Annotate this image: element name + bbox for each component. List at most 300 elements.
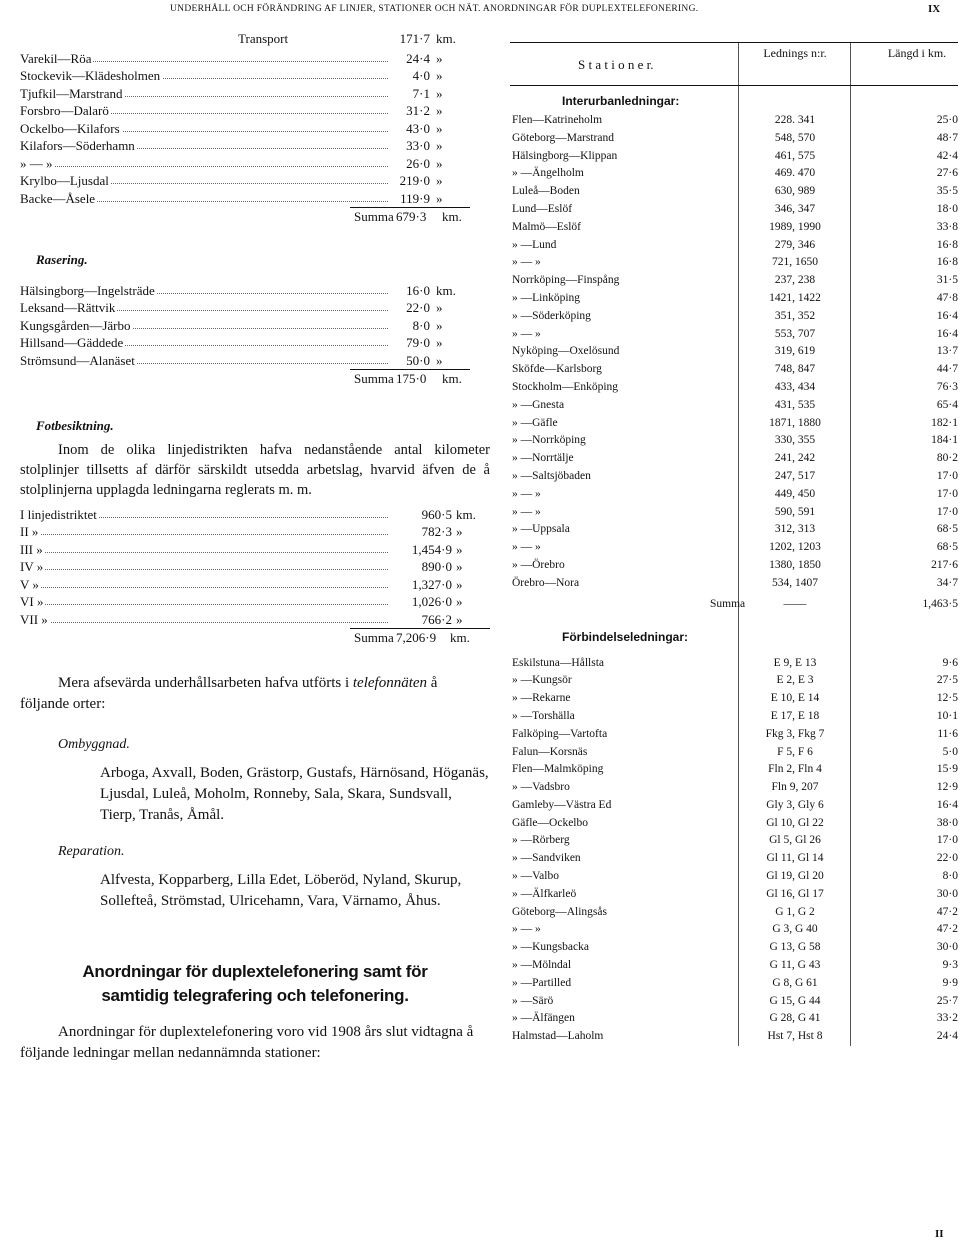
ledning-cell: Gl 19, Gl 20 [766, 870, 824, 883]
item-name: IV » [20, 559, 44, 574]
ledning-cell: 431, 535 [774, 398, 816, 411]
duplex-heading: Anordningar för duplextelefonering samt för samtidig telegrafering och telefonering. [82, 961, 428, 1005]
table-row [510, 254, 958, 272]
ledning-cell: Gl 11, Gl 14 [766, 852, 824, 865]
table-row [510, 130, 958, 148]
transport-label: Transport [238, 31, 289, 46]
summa-label: Summa [354, 630, 394, 645]
forbindelse-rows [510, 655, 958, 1047]
langd-cell: 35·5 [936, 185, 958, 198]
item-value: 24·4 [406, 50, 430, 66]
ombyggnad-paragraph: Arboga, Axvall, Boden, Grästorp, Gustafs, Härnösand, Höganäs, Ljusdal, Luleå, Moholm, Ronneby, Sala, Skara, Sundsvall, Tierp, Tranås, Åmål. [100, 764, 489, 823]
item-name: Krylbo—Ljusdal [20, 173, 109, 188]
station-cell: » —Söderköping [512, 309, 591, 322]
table-row [510, 326, 958, 344]
ledning-cell: G 11, G 43 [769, 959, 821, 972]
item-unit: » [436, 155, 443, 171]
langd-cell: 31·5 [936, 274, 958, 287]
table-row [510, 779, 958, 797]
table-row [510, 486, 958, 504]
table-row [510, 343, 958, 361]
summa-label: Summa [354, 371, 394, 386]
summa-value: 175·0 [396, 371, 427, 386]
ledning-cell: E 2, E 3 [776, 674, 814, 687]
station-cell: Eskilstuna—Hållsta [512, 656, 604, 669]
langd-cell: 27·5 [936, 674, 958, 687]
item-value: 960·5 [421, 506, 452, 522]
col-header-ledning: Lednings n:r. [763, 46, 827, 60]
station-cell: » —Örebro [512, 558, 565, 571]
item-value: 782·3 [421, 524, 452, 539]
station-cell: » — » [512, 923, 541, 936]
summa-value: 1,463·5 [922, 597, 958, 610]
leader-dots [20, 587, 388, 588]
ledning-cell: 721, 1650 [772, 256, 818, 269]
item-unit: » [456, 559, 463, 574]
item-value: 43·0 [406, 120, 430, 136]
langd-cell: 30·0 [936, 941, 958, 954]
leader-dots [20, 604, 388, 605]
station-cell: » —Lund [512, 238, 557, 251]
langd-cell: 17·0 [936, 834, 958, 847]
item-unit: km. [436, 282, 456, 298]
list-item [20, 576, 490, 594]
item-unit: » [456, 576, 463, 592]
list-item [20, 137, 490, 155]
station-cell: Gamleby—Västra Ed [512, 798, 612, 811]
station-cell: » —Norrtälje [512, 452, 574, 465]
table-row [510, 183, 958, 201]
col-header-station: S t a t i o n e r. [578, 57, 654, 72]
table-row [510, 904, 958, 922]
langd-cell: 33·8 [936, 220, 958, 233]
ledning-cell: 433, 434 [774, 380, 816, 393]
item-name: Forsbro—Dalarö [20, 103, 109, 118]
table-row [510, 726, 958, 744]
ledning-cell: 748, 847 [774, 363, 816, 376]
station-cell: » —Mölndal [512, 959, 572, 972]
station-cell: » —Partilled [512, 976, 572, 989]
list-item [20, 317, 490, 335]
list-item [20, 523, 490, 541]
duplex-table [510, 42, 958, 1046]
ledning-cell: Gl 10, Gl 22 [766, 816, 824, 829]
item-name: VI » [20, 594, 44, 609]
table-row [510, 290, 958, 308]
list-item [20, 352, 490, 370]
station-cell: » — » [512, 327, 541, 340]
item-value: 50·0 [406, 352, 430, 368]
summa-row-1 [350, 207, 470, 226]
station-cell: » —Ängelholm [512, 167, 584, 180]
station-cell: » —Rekarne [512, 692, 571, 705]
ledning-cell: 469. 470 [774, 167, 816, 180]
item-unit: » [436, 85, 443, 101]
item-unit: » [456, 611, 463, 627]
ledning-cell: 1380, 1850 [769, 558, 821, 571]
ledning-cell: Gl 16, Gl 17 [766, 887, 824, 900]
ledning-cell: 630, 989 [774, 185, 816, 198]
interurban-rows [510, 112, 958, 593]
langd-cell: 30·0 [936, 887, 958, 900]
langd-cell: 27·6 [936, 167, 958, 180]
list-item [20, 506, 490, 524]
ledning-cell: 330, 355 [774, 434, 816, 447]
left-column [20, 30, 490, 1064]
item-value: 22·0 [406, 300, 430, 315]
langd-cell: 18·0 [936, 202, 958, 215]
ledning-cell: E 17, E 18 [770, 709, 820, 722]
item-name: Ockelbo—Kilafors [20, 120, 120, 136]
list-item [20, 611, 490, 629]
list-item [20, 593, 490, 611]
station-cell: » —Torshälla [512, 709, 575, 722]
station-cell: Flen—Katrineholm [512, 114, 603, 126]
ledning-cell: G 8, G 61 [772, 976, 818, 989]
table-row [510, 219, 958, 237]
item-value: 7·1 [412, 85, 430, 101]
langd-cell: 80·2 [936, 452, 958, 465]
langd-cell: 16·4 [936, 798, 958, 811]
table-row [510, 397, 958, 415]
item-name: » — » [20, 155, 53, 171]
table-row [510, 708, 958, 726]
ledning-cell: 319, 619 [774, 345, 816, 358]
item-unit: » [436, 138, 443, 153]
item-unit: » [436, 68, 443, 83]
station-cell: Luleå—Boden [512, 185, 580, 198]
item-value: 1,026·0 [411, 594, 452, 609]
ledning-cell: 312, 313 [774, 523, 816, 536]
station-cell: Halmstad—Laholm [512, 1030, 604, 1043]
langd-cell: 9·3 [942, 959, 958, 972]
item-name: Tjufkil—Marstrand [20, 85, 123, 101]
table-row [510, 308, 958, 326]
transport-unit: km. [436, 31, 456, 46]
mera-text-end: å följande orter: [20, 674, 438, 712]
transport-row [20, 30, 490, 48]
langd-cell: 10·1 [936, 709, 958, 722]
summa-row-3 [350, 628, 490, 647]
list-item [20, 172, 490, 190]
table-row [510, 504, 958, 522]
item-unit: » [436, 317, 443, 333]
station-cell: » —Älfkarleö [512, 887, 577, 900]
ledning-cell: 241, 242 [774, 452, 816, 465]
list-item [20, 67, 490, 85]
item-name: Leksand—Rättvik [20, 300, 116, 315]
item-value: 119·9 [400, 190, 430, 206]
station-cell: Nyköping—Oxelösund [512, 345, 620, 358]
ledning-cell: 1871, 1880 [769, 416, 821, 429]
station-cell: Göteborg—Alingsås [512, 905, 607, 918]
summa-label: Summa [710, 597, 746, 610]
langd-cell: 17·0 [936, 505, 958, 518]
ledning-cell: G 28, G 41 [769, 1012, 821, 1025]
langd-cell: 68·5 [936, 541, 958, 554]
ledning-cell: G 1, G 2 [775, 905, 815, 918]
list-item [20, 102, 490, 120]
langd-cell: 47·2 [936, 923, 958, 936]
item-value: 26·0 [406, 155, 430, 171]
langd-cell: 217·6 [931, 558, 958, 571]
table-row [510, 432, 958, 450]
ledning-cell: 1989, 1990 [769, 220, 821, 233]
list-item [20, 282, 490, 300]
summa-row [510, 593, 958, 615]
ledning-cell: 228. 341 [774, 114, 816, 126]
item-value: 890·0 [421, 559, 452, 574]
ledning-cell: 1421, 1422 [769, 291, 821, 304]
langd-cell: 17·0 [936, 487, 958, 500]
leader-dots [20, 534, 388, 535]
item-value: 16·0 [406, 282, 430, 298]
station-cell: » — » [512, 541, 541, 554]
langd-cell: 15·9 [936, 763, 958, 776]
summa-value: 679·3 [396, 209, 427, 224]
langd-cell: 42·4 [936, 149, 958, 162]
ledning-cell: E 9, E 13 [773, 656, 817, 669]
item-value: 33·0 [406, 138, 430, 153]
langd-cell: 44·7 [936, 363, 958, 376]
langd-cell: 12·9 [936, 781, 958, 794]
item-name: VII » [20, 611, 48, 627]
station-cell: » —Särö [512, 994, 554, 1007]
item-value: 766·2 [421, 611, 452, 627]
station-cell: Sköfde—Karlsborg [512, 363, 602, 376]
langd-cell: 65·4 [936, 398, 958, 411]
item-value: 1,454·9 [411, 541, 452, 557]
item-name: I linjedistriktet [20, 506, 97, 522]
table-row [510, 1010, 958, 1028]
table-row [510, 450, 958, 468]
ledning-cell: Gl 5, Gl 26 [769, 834, 821, 847]
ledning-cell: E 10, E 14 [770, 692, 820, 705]
station-cell: » —Rörberg [512, 834, 570, 847]
langd-cell: 184·1 [931, 434, 958, 447]
table-row [510, 886, 958, 904]
item-unit: » [436, 190, 443, 206]
table-row [510, 201, 958, 219]
ledning-cell: 1202, 1203 [769, 541, 821, 554]
station-cell: Örebro—Nora [512, 576, 580, 589]
page-number: II [935, 1228, 944, 1240]
table-row [510, 797, 958, 815]
item-value: 31·2 [406, 103, 430, 118]
station-cell: » — » [512, 487, 541, 500]
ledning-cell: 449, 450 [774, 487, 816, 500]
running-head: UNDERHÅLL OCH FÖRÄNDRING AF LINJER, STATIONER OCH NÄT. ANORDNINGAR FÖR DUPLEXTELEFONERING. [170, 4, 699, 14]
mera-paragraph [20, 673, 490, 715]
station-cell: Lund—Eslöf [512, 202, 573, 215]
station-cell: » —Älfängen [512, 1012, 575, 1025]
station-cell: » — » [512, 505, 541, 518]
ledning-cell: 237, 238 [774, 274, 816, 287]
item-unit: » [436, 352, 443, 368]
langd-cell: 38·0 [936, 816, 958, 829]
ombyggnad-heading: Ombyggnad. [58, 736, 130, 752]
summa-unit: km. [450, 630, 470, 645]
ledning-cell: F 5, F 6 [777, 745, 813, 758]
summa-unit: km. [442, 209, 462, 224]
langd-cell: 5·0 [942, 745, 958, 758]
table-row [510, 165, 958, 183]
ledning-cell: 461, 575 [774, 149, 816, 162]
ledning-cell: Fln 2, Fln 4 [768, 763, 822, 776]
item-name: Kungsgården—Järbo [20, 317, 131, 333]
item-name: Strömsund—Alanäset [20, 352, 135, 368]
table-row [510, 975, 958, 993]
station-cell: Malmö—Eslöf [512, 220, 581, 233]
item-unit: » [436, 120, 443, 136]
item-name: Stockevik—Klädesholmen [20, 68, 161, 83]
langd-cell: 47·2 [936, 905, 958, 918]
langd-cell: 16·4 [936, 327, 958, 340]
langd-cell: 9·6 [942, 656, 958, 669]
table-row [510, 744, 958, 762]
leader-dots [20, 569, 388, 570]
station-cell: » —Uppsala [512, 523, 570, 536]
item-name: II » [20, 524, 39, 539]
item-name: Backe—Åsele [20, 190, 96, 206]
transport-value: 171·7 [399, 31, 430, 46]
table-row [510, 521, 958, 539]
langd-cell: 48·7 [936, 131, 958, 144]
table-row [510, 815, 958, 833]
item-unit: » [436, 300, 443, 315]
item-value: 79·0 [406, 335, 430, 350]
item-name: Hillsand—Gäddede [20, 335, 124, 350]
table-row [510, 361, 958, 379]
ledning-cell: 247, 517 [774, 469, 816, 482]
langd-cell: 47·8 [936, 291, 958, 304]
ledning-cell: G 13, G 58 [769, 941, 821, 954]
table-row [510, 415, 958, 433]
langd-cell: 25·7 [936, 994, 958, 1007]
langd-cell: 16·4 [936, 309, 958, 322]
table-row [510, 112, 958, 130]
ledning-cell: Fln 9, 207 [771, 781, 819, 794]
table-row [510, 690, 958, 708]
ledning-cell: 346, 347 [774, 202, 816, 215]
item-value: 219·0 [399, 173, 430, 188]
station-cell: Göteborg—Marstrand [512, 131, 614, 144]
summa-row-2 [350, 369, 470, 388]
station-cell: Stockholm—Enköping [512, 380, 619, 393]
station-cell: Gäfle—Ockelbo [512, 816, 588, 829]
fotbesiktning-paragraph: Inom de olika linjedistrikten hafva nedanstående antal kilometer stolplinjer tillsetts af därför särskildt utsedda arbetslag, hvarvid äfven de å stolplinjerna upplagda ledningarna reglerats m. m. [20, 441, 490, 498]
rasering-heading: Rasering. [36, 251, 88, 267]
table-row [510, 655, 958, 673]
station-cell: Falun—Korsnäs [512, 745, 588, 758]
ledning-cell: 590, 591 [774, 505, 816, 518]
table-row [510, 939, 958, 957]
table-row [510, 832, 958, 850]
mera-text: Mera afsevärda underhållsarbeten hafva utförts i [58, 674, 353, 691]
ledning-cell: G 3, G 40 [772, 923, 818, 936]
langd-cell: 13·7 [936, 345, 958, 358]
station-cell: » —Vadsbro [512, 781, 570, 794]
station-cell: » —Gäfle [512, 416, 558, 429]
station-cell: Flen—Malmköping [512, 763, 604, 776]
list-item [20, 155, 490, 173]
table-row [510, 379, 958, 397]
item-unit: » [436, 335, 443, 350]
item-unit: » [436, 173, 443, 188]
langd-cell: 34·7 [936, 576, 958, 589]
ledning-cell: 534, 1407 [772, 576, 818, 589]
ledning-cell: Hst 7, Hst 8 [767, 1030, 823, 1043]
station-cell: » — » [512, 256, 541, 269]
station-cell: » —Saltsjöbaden [512, 469, 591, 482]
page-roman: IX [928, 3, 941, 15]
ledning-cell: 351, 352 [774, 309, 816, 322]
leader-dots [20, 166, 388, 167]
station-cell: Falköping—Vartofta [512, 727, 608, 740]
reparation-heading: Reparation. [58, 843, 125, 859]
reparation-paragraph: Alfvesta, Kopparberg, Lilla Edet, Löberöd, Nyland, Skurup, Sollefteå, Strömstad, Ulricehamn, Vara, Värnamo, Åhus. [100, 871, 462, 909]
leader-dots [20, 552, 388, 553]
ledning-cell: 548, 570 [774, 131, 816, 144]
station-cell: » —Kungsör [512, 674, 572, 687]
item-unit: » [436, 103, 443, 118]
item-name: Varekil—Röa [20, 50, 92, 66]
item-name: Hälsingborg—Ingelsträde [20, 282, 155, 298]
table-row [510, 1028, 958, 1046]
table-row [510, 993, 958, 1011]
langd-cell: 12·5 [936, 692, 958, 705]
list-item [20, 120, 490, 138]
langd-cell: 33·2 [936, 1012, 958, 1025]
item-value: 1,327·0 [411, 576, 452, 592]
table-row [510, 850, 958, 868]
langd-cell: 17·0 [936, 469, 958, 482]
item-value: 8·0 [412, 317, 430, 333]
section-interurban: Interurbanledningar: [562, 94, 680, 108]
station-cell: » —Kungsbacka [512, 941, 589, 954]
line-list-rasering [20, 282, 490, 370]
table-row [510, 468, 958, 486]
col-header-langd: Längd i km. [887, 46, 947, 60]
station-cell: Norrköping—Finspång [512, 274, 620, 287]
list-item [20, 541, 490, 559]
langd-cell: 8·0 [942, 870, 958, 883]
table-header [510, 43, 958, 86]
table-row [510, 148, 958, 166]
table-row [510, 557, 958, 575]
item-unit: » [456, 524, 463, 539]
list-item [20, 334, 490, 352]
mera-text-italic: telefonnäten [352, 674, 428, 691]
item-name: III » [20, 541, 43, 557]
station-cell: Hälsingborg—Klippan [512, 149, 618, 162]
summa-dash: —— [783, 597, 807, 610]
leader-dots [20, 622, 388, 623]
ledning-cell: 553, 707 [774, 327, 816, 340]
station-cell: » —Gnesta [512, 398, 565, 411]
ledning-cell: G 15, G 44 [769, 994, 821, 1007]
langd-cell: 11·6 [937, 727, 958, 740]
langd-cell: 9·9 [942, 976, 958, 989]
table-row [510, 237, 958, 255]
list-item [20, 50, 490, 68]
table-row [510, 672, 958, 690]
ledning-cell: Gly 3, Gly 6 [766, 798, 824, 811]
list-item [20, 299, 490, 317]
line-list-new [20, 50, 490, 208]
langd-cell: 24·4 [936, 1030, 958, 1043]
ledning-cell: 279, 346 [774, 238, 816, 251]
